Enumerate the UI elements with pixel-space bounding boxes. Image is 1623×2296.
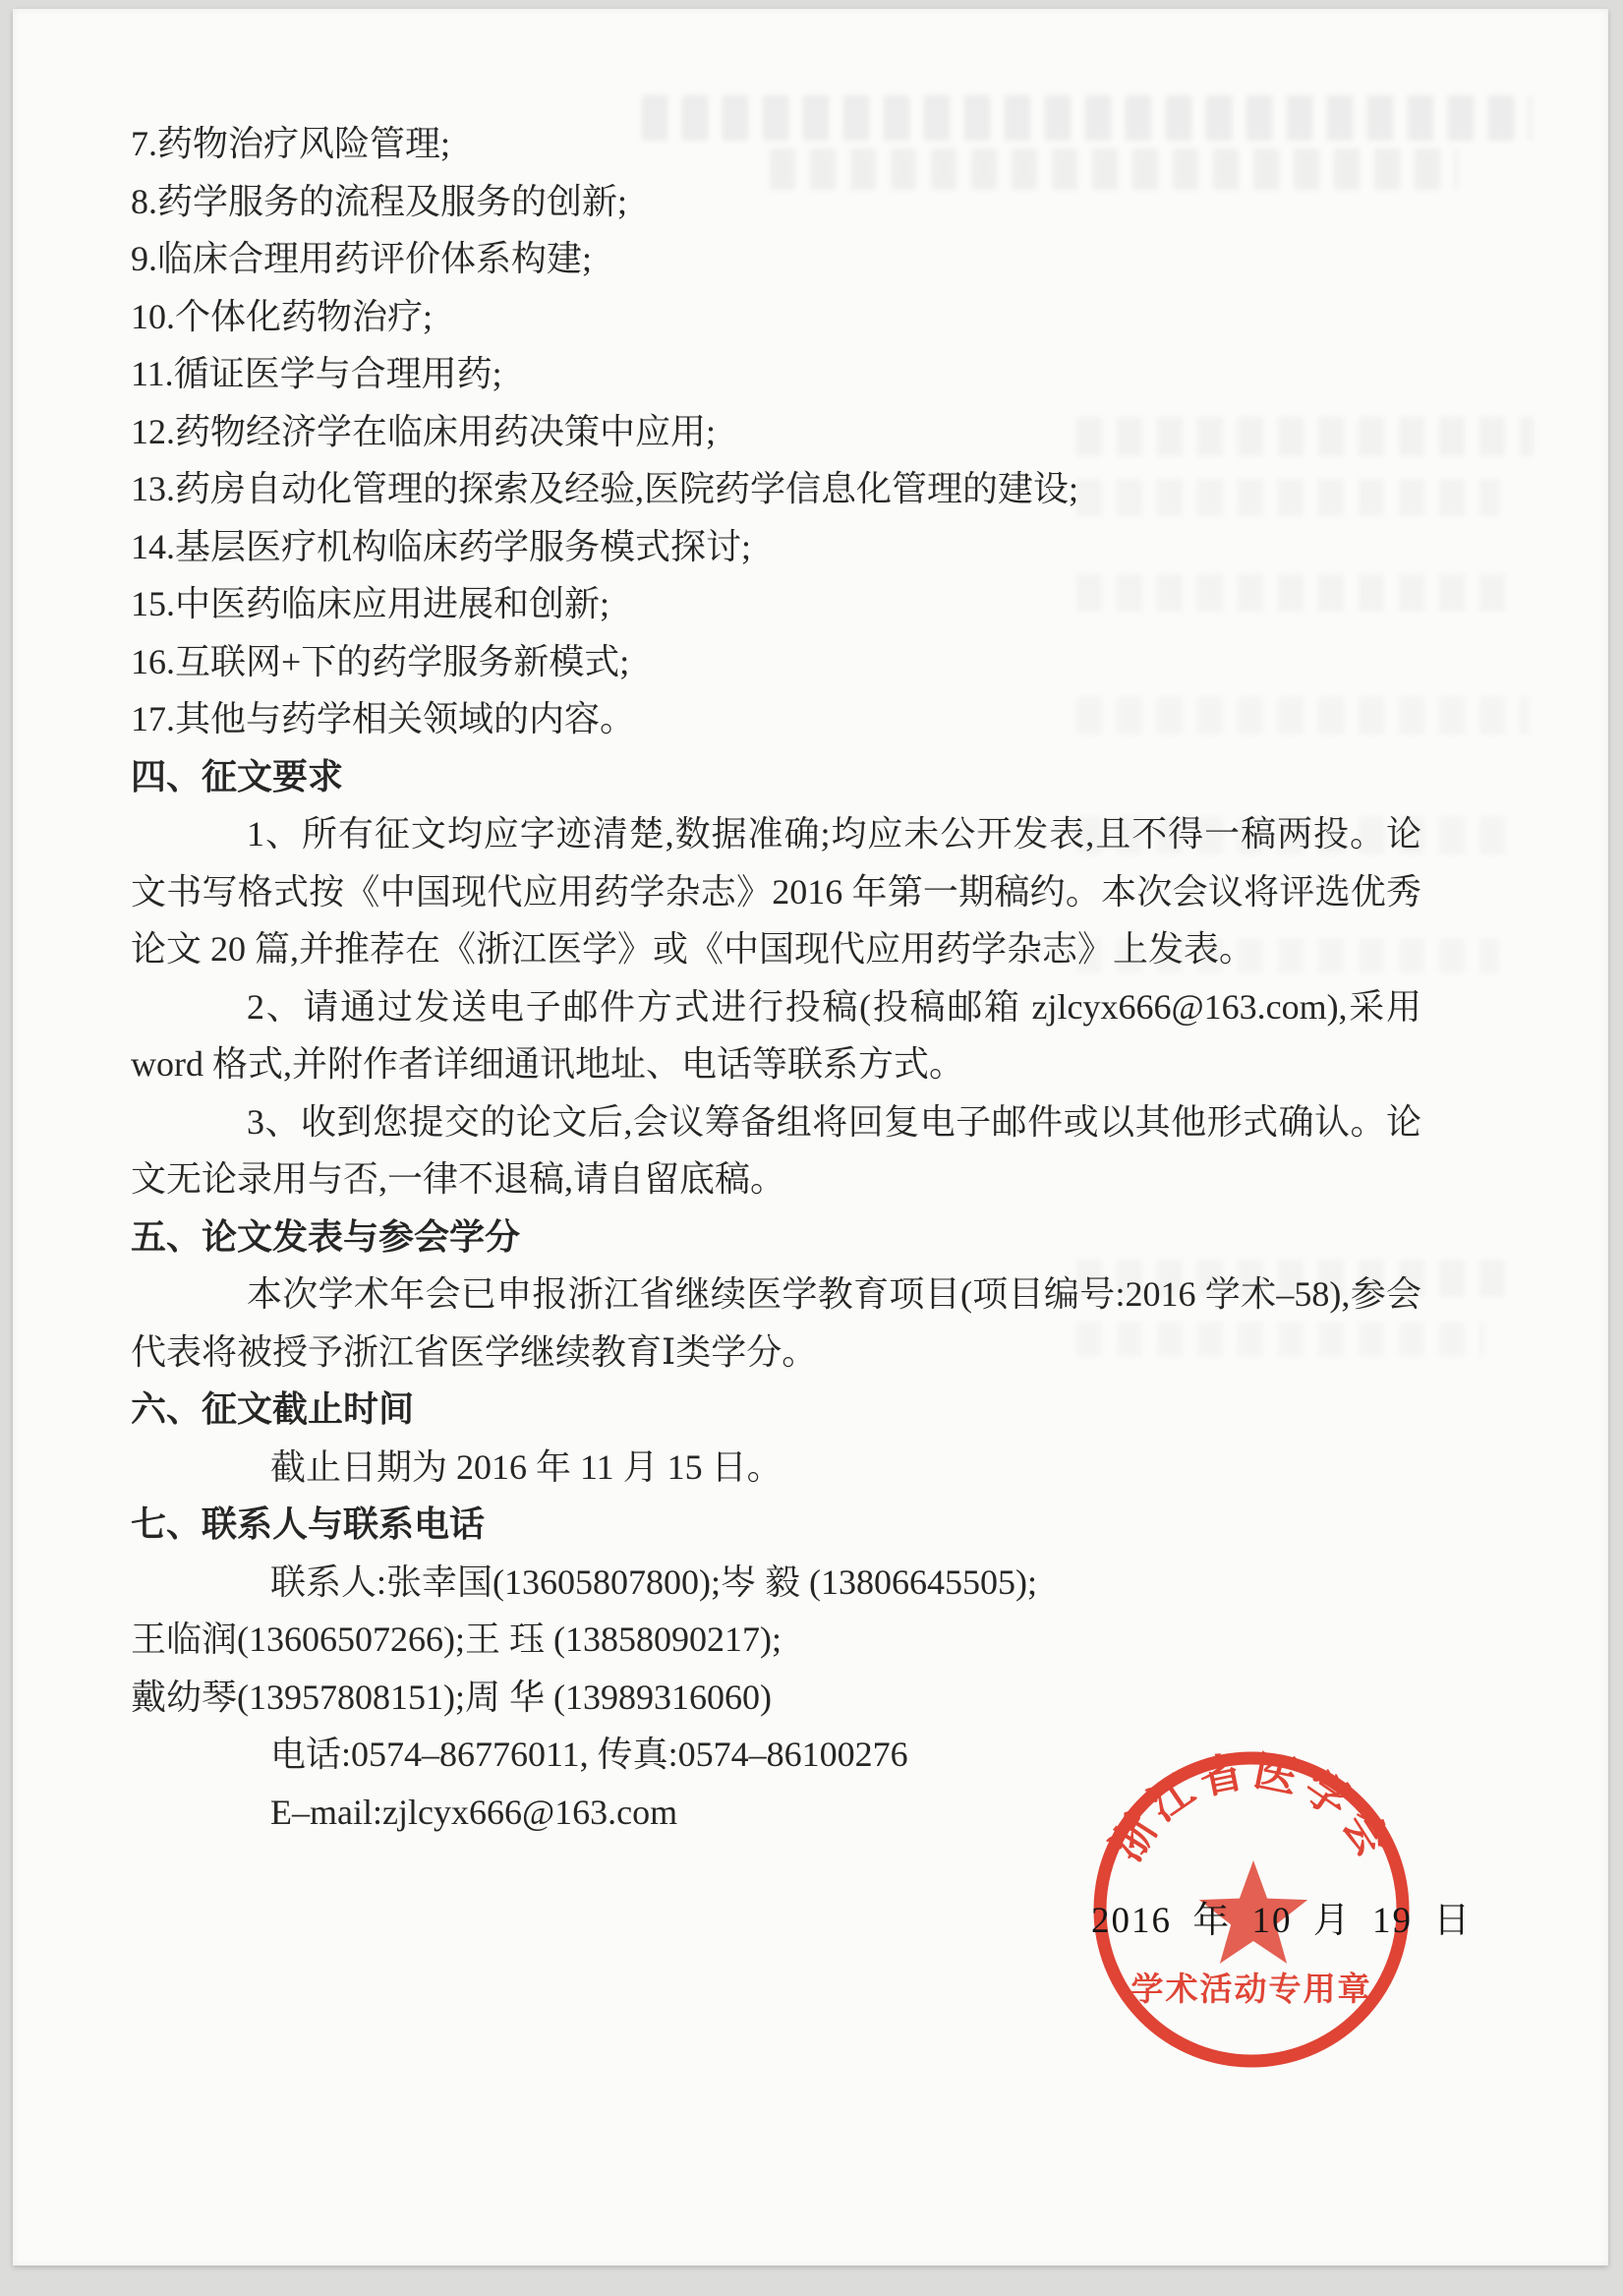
section-heading: 四、征文要求 [131,756,344,796]
section-heading: 七、联系人与联系电话 [131,1504,486,1544]
contact-line: 王临润(13606507266);王 珏 (13858090217); [131,1619,782,1659]
paragraph: 本次学术年会已申报浙江省继续医学教育项目(项目编号:2016 学术–58),参会代表将被授予浙江省医学继续教育Ⅰ类学分。 [131,1274,1421,1372]
contact-line: 戴幼琴(13957808151);周 华 (13989316060) [131,1677,772,1717]
section-heading: 五、论文发表与参会学分 [131,1216,521,1257]
list-item: 13.药房自动化管理的探索及经验,医院药学信息化管理的建设; [131,469,1079,508]
list-item: 12.药物经济学在临床用药决策中应用; [131,411,717,451]
list-item: 11.循证医学与合理用药; [131,354,502,393]
scanned-page [13,9,1608,2266]
list-item: 10.个体化药物治疗; [131,296,434,336]
list-item: 7.药物治疗风险管理; [131,124,451,163]
paragraph: 3、收到您提交的论文后,会议筹备组将回复电子邮件或以其他形式确认。论文无论录用与否,一律不退稿,请自留底稿。 [131,1101,1421,1199]
contact-line: 联系人:张幸国(13605807800);岑 毅 (13806645505); [270,1561,1037,1602]
seal-label-text: 学术活动专用章 [1130,1972,1372,2008]
paragraph: 截止日期为 2016 年 11 月 15 日。 [270,1446,783,1487]
section-heading: 六、征文截止时间 [131,1389,415,1429]
list-item: 9.临床合理用药评价体系构建; [131,239,593,278]
document-body [131,115,1421,1841]
email-line: E–mail:zjlcyx666@163.com [270,1792,678,1832]
phone-line: 电话:0574–86776011, 传真:0574–86100276 [270,1735,908,1774]
list-item: 17.其他与药学相关领域的内容。 [131,699,636,738]
list-item: 14.基层医疗机构临床药学服务模式探讨; [131,526,752,566]
list-item: 8.药学服务的流程及服务的创新; [131,181,628,221]
seal-organization-text: 浙江省医学会 [1102,1746,1401,1870]
document-date: 2016 年 10 月 19 日 [1091,1901,1473,1941]
paragraph: 1、所有征文均应字迹清楚,数据准确;均应未公开发表,且不得一稿两投。论文书写格式按《中国现代应用药学杂志》2016 年第一期稿约。本次会议将评选优秀论文 20 篇,并推荐在《浙江医学》或《中国现代应用药学杂志》上发表。 [131,814,1421,969]
list-item: 16.互联网+下的药学服务新模式; [131,641,630,681]
paragraph: 2、请通过发送电子邮件方式进行投稿(投稿邮箱 zjlcyx666@163.com),采用 word 格式,并附作者详细通讯地址、电话等联系方式。 [131,986,1421,1084]
list-item: 15.中医药临床应用进展和创新; [131,584,610,623]
